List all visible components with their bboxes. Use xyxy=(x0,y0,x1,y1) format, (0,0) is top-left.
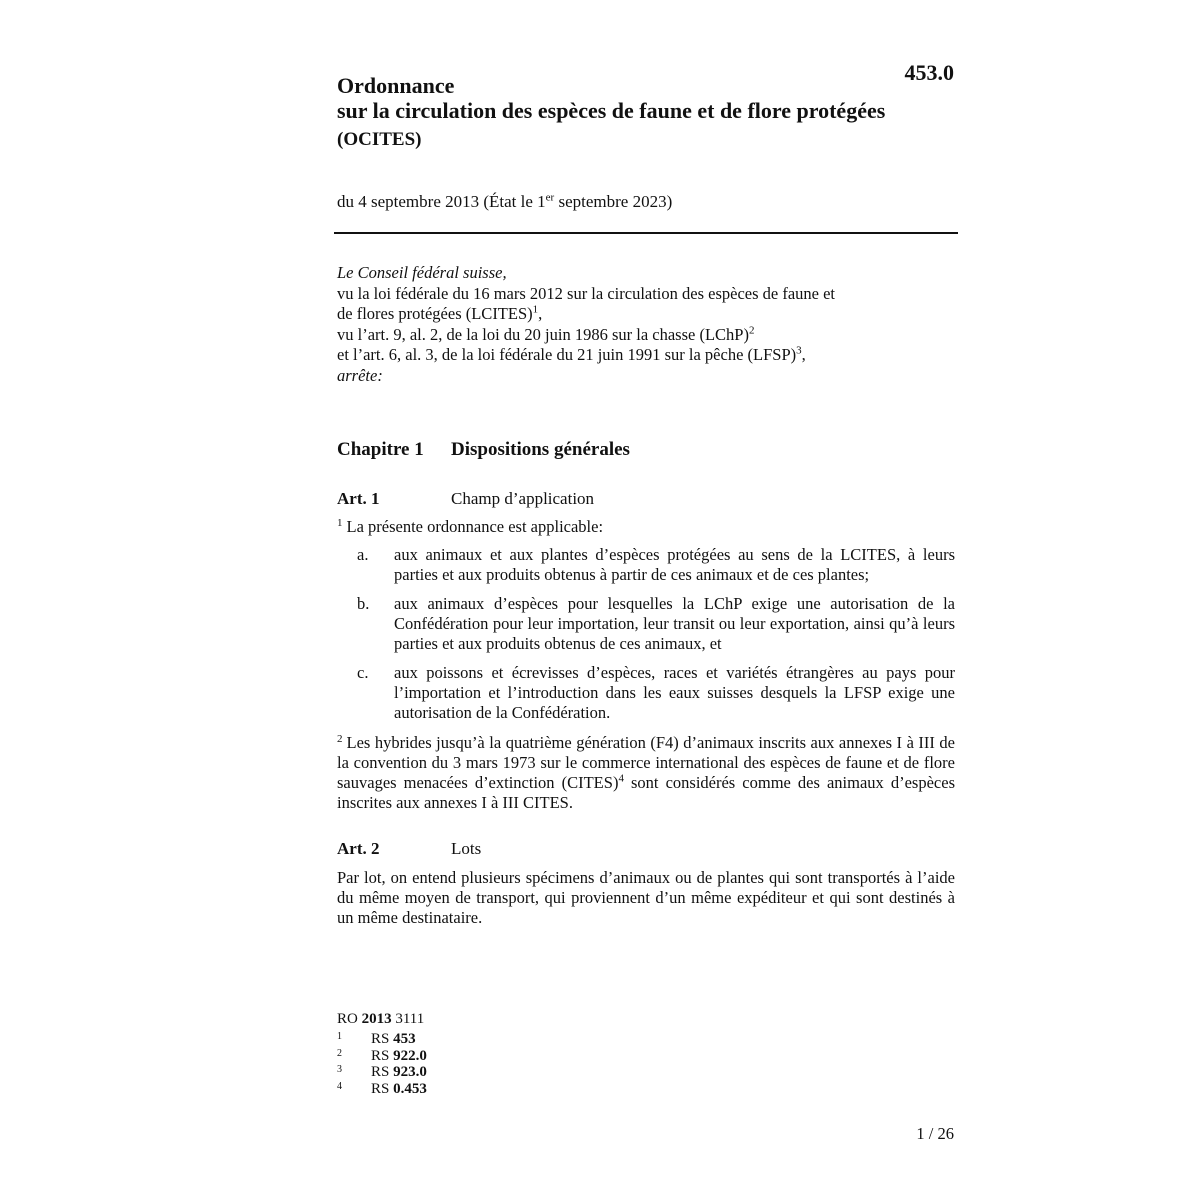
preamble-line-2 xyxy=(337,304,957,325)
footnote-number: 1 xyxy=(337,1031,342,1042)
footnote-number: 4 xyxy=(337,1080,342,1092)
footnote-text xyxy=(371,1031,416,1048)
chapter-title: Dispositions générales xyxy=(451,439,630,460)
list-item-a xyxy=(337,545,955,587)
ro-year: 2013 xyxy=(361,1011,392,1027)
preamble-line-3-text: vu l’art. 9, al. 2, de la loi du 20 juin 1986 sur la chasse (LChP) xyxy=(337,324,749,344)
page-number: 1 / 26 xyxy=(916,1124,954,1143)
footnote-ref-4[interactable]: 4 xyxy=(618,772,624,785)
title-abbreviation: (OCITES) xyxy=(337,129,422,150)
preamble-line-4-end: , xyxy=(801,345,806,364)
paragraph-text-before: Les hybrides jusqu’à la quatrième génération (F4) d’animaux inscrits aux annexes I à III de la convention du 3 mars 1973 sur le commerce international des espèces de faune et de flore sauvages menacées d’extinction (CITES) xyxy=(337,733,955,792)
article-1-number: Art. 1 xyxy=(337,489,380,508)
footnote-prefix: RS xyxy=(371,1080,394,1097)
header-divider xyxy=(334,232,958,234)
list-item-letter: b. xyxy=(357,594,370,613)
list-item-text: aux animaux d’espèces pour lesquelles la LChP exige une autorisation de la Confédération pour leur importation, leur transit ou leur exportation, ainsi qu’à leurs parties et aux produits obtenus de ces animaux, et xyxy=(394,594,955,653)
ro-prefix: RO xyxy=(337,1011,362,1027)
title-line-1: Ordonnance xyxy=(337,73,455,98)
chapter-number: Chapitre 1 xyxy=(337,439,424,460)
footnote-link[interactable]: 453 xyxy=(393,1031,416,1047)
official-compilation-reference xyxy=(337,1011,424,1028)
date-suffix: septembre 2023) xyxy=(554,192,673,211)
paragraph-text-after: sont considérés comme des animaux d’espèces inscrites aux annexes I à III CITES. xyxy=(337,773,955,812)
preamble xyxy=(337,263,957,386)
date-prefix: du 4 septembre 2013 (État le 1 xyxy=(337,192,546,211)
article-1-paragraph-2 xyxy=(337,733,955,813)
footnote-text xyxy=(371,1081,427,1098)
paragraph-text: La présente ordonnance est applicable: xyxy=(346,517,604,536)
preamble-line-2-text: de flores protégées (LCITES) xyxy=(337,304,533,323)
footnote-link[interactable]: 923.0 xyxy=(393,1064,427,1080)
list-item-b xyxy=(337,594,955,656)
list-item-text: aux animaux et aux plantes d’espèces protégées au sens de la LCITES, à leurs parties et aux produits obtenus à partir de ces animaux et de ces plantes; xyxy=(394,545,955,584)
date-line xyxy=(337,192,672,212)
footnote-ref-3[interactable]: 3 xyxy=(796,344,802,357)
article-1-paragraph-1 xyxy=(337,517,955,537)
article-1-title: Champ d’application xyxy=(451,489,595,508)
date-superscript: er xyxy=(545,191,555,204)
footnote-prefix: RS xyxy=(371,1031,394,1047)
preamble-line-4-text: et l’art. 6, al. 3, de la loi fédérale du 21 juin 1991 sur la pêche (LFSP) xyxy=(337,345,797,364)
footnote-text xyxy=(371,1064,427,1081)
preamble-line-1: vu la loi fédérale du 16 mars 2012 sur la circulation des espèces de faune et xyxy=(337,283,836,303)
list-item-letter: a. xyxy=(357,545,369,564)
article-2-title: Lots xyxy=(451,839,482,858)
article-1-heading xyxy=(337,489,594,509)
document-number: 453.0 xyxy=(904,60,954,85)
footnote-prefix: RS xyxy=(371,1047,394,1064)
paragraph-number: 1 xyxy=(337,516,343,529)
footnote-ref-1[interactable]: 1 xyxy=(532,303,539,316)
footnote-number: 2 xyxy=(337,1047,342,1059)
article-2-number: Art. 2 xyxy=(337,839,380,858)
footnote-link[interactable]: 922.0 xyxy=(393,1047,427,1064)
preamble-line-2-end: , xyxy=(538,304,543,323)
list-item-text: aux poissons et écrevisses d’espèces, races et variétés étrangères au pays pour l’importation et l’introduction dans les eaux suisses desquels la LFSP exige une autorisation de la Confédération. xyxy=(394,663,955,722)
preamble-authority: Le Conseil fédéral suisse, xyxy=(337,263,507,282)
list-item-c xyxy=(337,663,955,725)
preamble-decree: arrête: xyxy=(337,365,383,385)
footnote-ref-2[interactable]: 2 xyxy=(748,324,755,336)
list-item-letter: c. xyxy=(357,663,369,682)
footnote-link[interactable]: 0.453 xyxy=(393,1080,427,1097)
footnote-number: 3 xyxy=(337,1064,342,1075)
ro-page: 3111 xyxy=(391,1011,425,1027)
preamble-line-4 xyxy=(337,345,957,366)
footnote-text xyxy=(371,1048,427,1065)
article-2-paragraph: Par lot, on entend plusieurs spécimens d’animaux ou de plantes qui sont transportés à l’aide du même moyen de transport, qui proviennent d’un même expéditeur et qui sont destinés à un même destinataire. xyxy=(337,868,955,927)
paragraph-number: 2 xyxy=(337,732,343,745)
preamble-line-3 xyxy=(337,325,957,346)
footnote-prefix: RS xyxy=(371,1064,394,1080)
chapter-heading xyxy=(337,439,630,461)
title-line-2: sur la circulation des espèces de faune et de flore protégées xyxy=(337,98,886,123)
article-2-heading xyxy=(337,839,481,859)
